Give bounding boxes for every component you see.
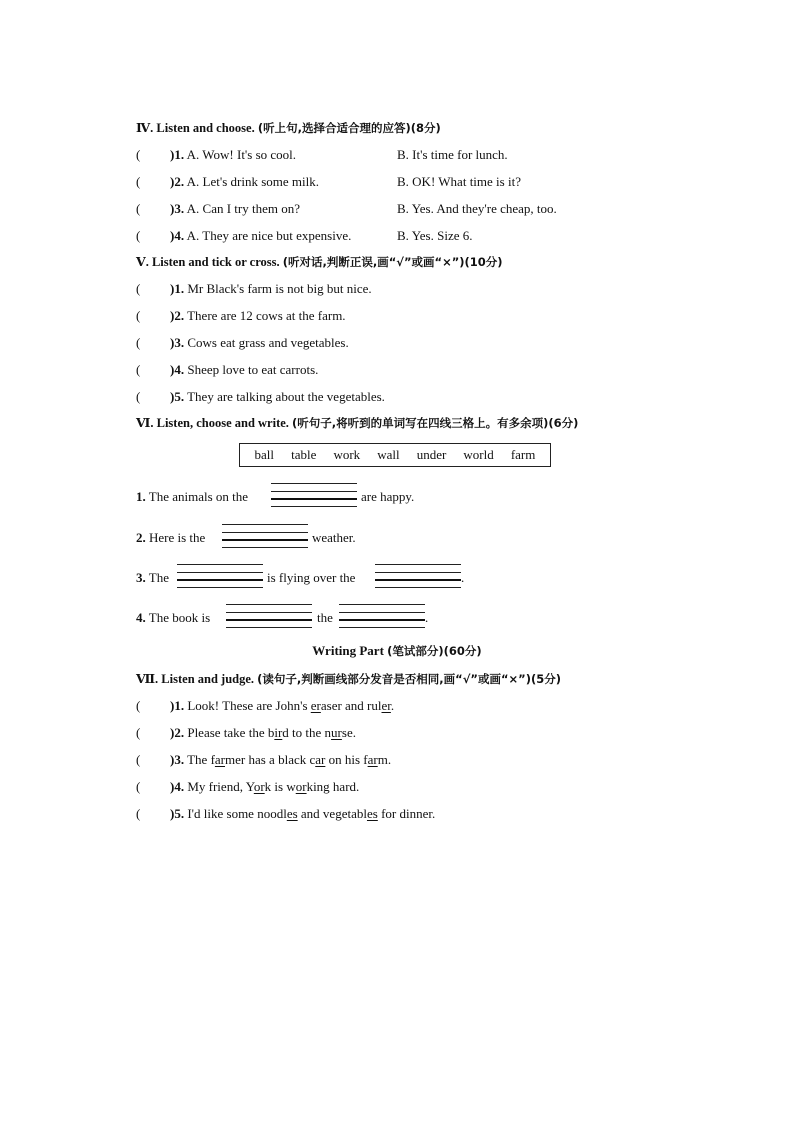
answer-blank[interactable]: ( [136, 201, 141, 216]
item-number: )5. [170, 806, 185, 821]
sentence-1 [136, 489, 248, 505]
sentence-text: . [425, 610, 429, 625]
item-number: )1. [170, 698, 185, 713]
sentence-text: weather. [312, 530, 356, 545]
answer-blank[interactable]: ( [136, 228, 141, 243]
underlined-part: ir [274, 725, 283, 740]
statement: There are 12 cows at the farm. [187, 308, 346, 323]
section-6-instructions: (听句子,将听到的单词写在四线三格上。有多余项)(6分) [292, 416, 579, 430]
section-4-heading [136, 120, 441, 136]
answer-blank[interactable]: ( [136, 779, 141, 794]
option-b: B. Yes. And they're cheap, too. [397, 201, 557, 216]
underlined-part: ar [367, 752, 378, 767]
underlined-part: or [253, 779, 265, 794]
sentence-text: The book is [148, 610, 211, 625]
writing-lines[interactable] [226, 604, 312, 628]
option-b: B. OK! What time is it? [397, 174, 521, 189]
answer-blank[interactable]: ( [136, 174, 141, 189]
sec7-item-2 [136, 725, 356, 741]
section-5-instructions: (听对话,判断正误,画“√”或画“×”)(10分) [282, 255, 503, 269]
writing-lines[interactable] [271, 483, 357, 507]
word-bank-item: world [463, 447, 494, 462]
sec7-item-3 [136, 752, 391, 768]
word-bank-item: wall [377, 447, 400, 462]
writing-part-score: (笔试部分)(60分) [387, 644, 482, 658]
item-number: )2. [170, 174, 185, 189]
word-bank-item: farm [510, 447, 536, 462]
sentence: The farmer has a black car on his farm. [187, 752, 392, 767]
sentence-2 [136, 530, 205, 546]
answer-blank[interactable]: ( [136, 335, 141, 350]
word-bank-item: ball [254, 447, 275, 462]
item-number: )5. [170, 389, 185, 404]
sentence: I'd like some noodles and vegetables for dinner. [187, 806, 436, 821]
sec4-item-3 [136, 201, 736, 217]
underlined-part: es [366, 806, 378, 821]
sec5-item-2 [136, 308, 346, 324]
answer-blank[interactable]: ( [136, 308, 141, 323]
section-7-heading [136, 671, 561, 687]
writing-lines[interactable] [177, 564, 263, 588]
underlined-part: ar [315, 752, 326, 767]
section-5-heading [136, 254, 503, 270]
underlined-part: or [295, 779, 307, 794]
item-number: )1. [170, 147, 185, 162]
word-bank-item: work [333, 447, 361, 462]
answer-blank[interactable]: ( [136, 698, 141, 713]
writing-lines[interactable] [375, 564, 461, 588]
sentence: My friend, York is working hard. [187, 779, 360, 794]
writing-lines[interactable] [339, 604, 425, 628]
item-number: )4. [170, 362, 185, 377]
sec4-item-2 [136, 174, 736, 190]
word-bank-item: under [416, 447, 447, 462]
item-number: )1. [170, 281, 185, 296]
answer-blank[interactable]: ( [136, 389, 141, 404]
word-bank [239, 443, 551, 467]
statement: Sheep love to eat carrots. [187, 362, 319, 377]
option-a: A. Can I try them on? [186, 201, 301, 216]
item-number: )3. [170, 201, 185, 216]
sentence-text: The animals on the [148, 489, 249, 504]
section-6-heading [136, 415, 578, 431]
sentence-3 [136, 570, 169, 586]
sentence-text: the [317, 610, 333, 625]
writing-part-label: Writing Part [312, 643, 384, 658]
option-b: B. It's time for lunch. [397, 147, 508, 162]
underlined-part: er [310, 698, 321, 713]
item-number: )2. [170, 725, 185, 740]
answer-blank[interactable]: ( [136, 362, 141, 377]
sentence-text: The [148, 570, 169, 585]
sec7-item-5 [136, 806, 435, 822]
item-number: 2. [136, 530, 146, 545]
item-number: 3. [136, 570, 146, 585]
answer-blank[interactable]: ( [136, 725, 141, 740]
statement: Cows eat grass and vegetables. [187, 335, 349, 350]
item-number: )4. [170, 228, 185, 243]
sec5-item-5 [136, 389, 385, 405]
item-number: )3. [170, 335, 185, 350]
answer-blank[interactable]: ( [136, 281, 141, 296]
item-number: )3. [170, 752, 185, 767]
underlined-part: ur [331, 725, 342, 740]
underlined-part: er [381, 698, 391, 713]
sec5-item-3 [136, 335, 349, 351]
sentence-4 [136, 610, 210, 626]
section-6-title: Ⅵ. Listen, choose and write. [136, 416, 289, 430]
sentence-text: are happy. [361, 489, 415, 504]
option-a: A. They are nice but expensive. [186, 228, 352, 243]
section-7-instructions: (读句子,判断画线部分发音是否相同,画“√”或画“×”)(5分) [257, 672, 561, 686]
statement: Mr Black's farm is not big but nice. [187, 281, 372, 296]
sec7-item-1 [136, 698, 394, 714]
underlined-part: es [286, 806, 298, 821]
statement: They are talking about the vegetables. [187, 389, 385, 404]
option-b: B. Yes. Size 6. [397, 228, 473, 243]
answer-blank[interactable]: ( [136, 147, 141, 162]
sec4-item-1 [136, 147, 736, 163]
sentence: Look! These are John's eraser and ruler. [187, 698, 395, 713]
item-number: 4. [136, 610, 146, 625]
sentence-text: . [461, 570, 465, 585]
sentence-text: is flying over the [267, 570, 356, 585]
section-4-title: Ⅳ. Listen and choose. [136, 121, 255, 135]
underlined-part: ar [214, 752, 226, 767]
writing-lines[interactable] [222, 524, 308, 548]
word-bank-item: table [291, 447, 317, 462]
sentence-text: Here is the [149, 530, 206, 545]
answer-blank[interactable]: ( [136, 806, 141, 821]
sec5-item-4 [136, 362, 318, 378]
sec5-item-1 [136, 281, 372, 297]
sentence: Please take the bird to the nurse. [187, 725, 356, 740]
section-5-title: Ⅴ. Listen and tick or cross. [136, 255, 280, 269]
sec4-item-4 [136, 228, 736, 244]
item-number: 1. [136, 489, 146, 504]
item-number: )4. [170, 779, 185, 794]
option-a: A. Let's drink some milk. [186, 174, 319, 189]
section-7-title: Ⅶ. Listen and judge. [136, 672, 255, 686]
writing-part-title [0, 643, 794, 659]
answer-blank[interactable]: ( [136, 752, 141, 767]
sec7-item-4 [136, 779, 359, 795]
item-number: )2. [170, 308, 185, 323]
option-a: A. Wow! It's so cool. [186, 147, 297, 162]
section-4-instructions: (听上句,选择合适合理的应答)(8分) [257, 121, 441, 135]
